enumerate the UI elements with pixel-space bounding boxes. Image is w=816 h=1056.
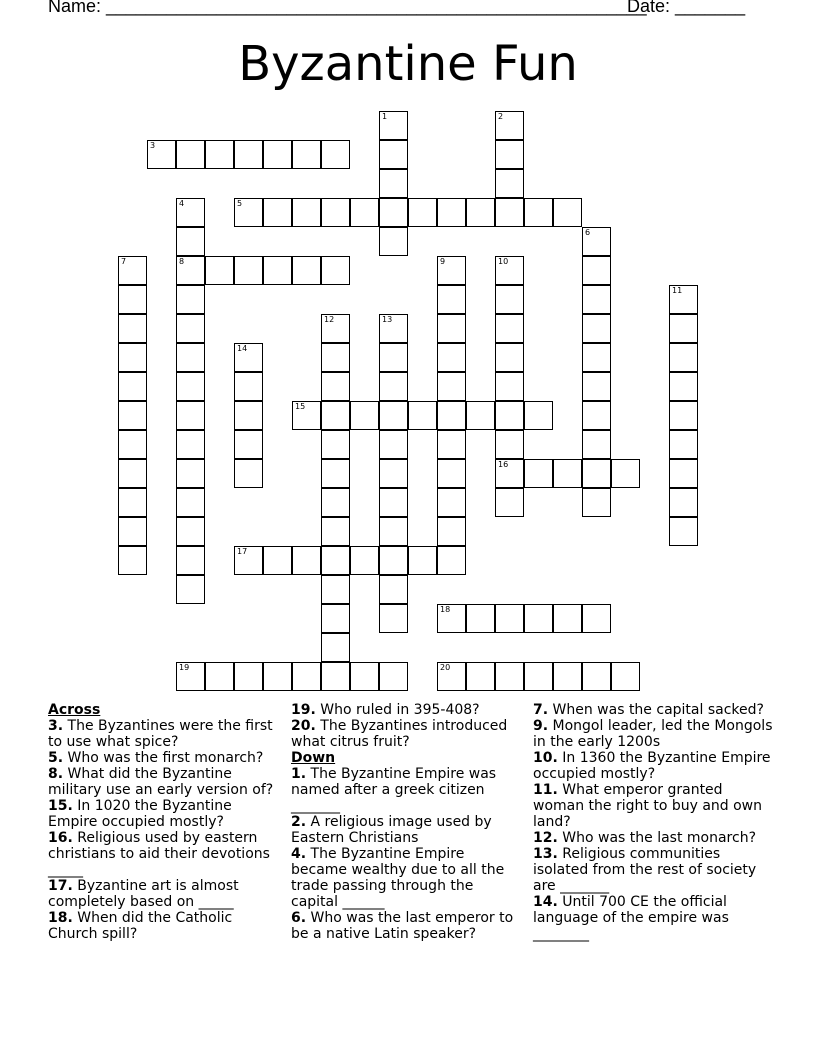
grid-cell[interactable] bbox=[350, 546, 379, 575]
grid-cell[interactable] bbox=[408, 401, 437, 430]
clue-across-15: 15. In 1020 the Byzantine Empire occupied mostly? bbox=[48, 798, 232, 830]
grid-cell[interactable] bbox=[379, 343, 408, 372]
name-field-label: Name: ______________________________________________________ bbox=[48, 0, 647, 16]
grid-cell[interactable] bbox=[176, 575, 205, 604]
clue-number: 18 bbox=[440, 605, 451, 614]
grid-cell[interactable] bbox=[118, 517, 147, 546]
grid-cell[interactable] bbox=[379, 227, 408, 256]
grid-cell[interactable] bbox=[582, 314, 611, 343]
grid-cell[interactable] bbox=[118, 546, 147, 575]
grid-cell[interactable] bbox=[437, 285, 466, 314]
clue-down-9: 9. Mongol leader, led the Mongols in the early 1200s bbox=[533, 718, 773, 750]
grid-cell[interactable] bbox=[292, 198, 321, 227]
grid-cell[interactable] bbox=[524, 401, 553, 430]
grid-cell[interactable] bbox=[292, 662, 321, 691]
grid-cell[interactable] bbox=[234, 256, 263, 285]
grid-cell[interactable] bbox=[437, 401, 466, 430]
clues-column-3 bbox=[533, 702, 773, 942]
grid-cell[interactable] bbox=[495, 662, 524, 691]
clue-number: 6 bbox=[585, 228, 591, 237]
grid-cell[interactable] bbox=[379, 140, 408, 169]
grid-cell[interactable] bbox=[524, 459, 553, 488]
grid-cell[interactable] bbox=[118, 459, 147, 488]
grid-cell[interactable] bbox=[582, 227, 611, 256]
date-field-label: Date: _______ bbox=[627, 0, 746, 16]
grid-cell[interactable] bbox=[321, 517, 350, 546]
grid-cell[interactable] bbox=[205, 662, 234, 691]
grid-cell[interactable] bbox=[234, 662, 263, 691]
grid-cell[interactable] bbox=[524, 662, 553, 691]
grid-cell[interactable] bbox=[234, 198, 263, 227]
grid-cell[interactable] bbox=[205, 140, 234, 169]
grid-cell[interactable] bbox=[582, 401, 611, 430]
grid-cell[interactable] bbox=[669, 314, 698, 343]
clue-number: 9 bbox=[440, 257, 446, 266]
grid-cell[interactable] bbox=[350, 401, 379, 430]
grid-cell[interactable] bbox=[205, 256, 234, 285]
clue-number: 19 bbox=[179, 663, 190, 672]
grid-cell[interactable] bbox=[495, 430, 524, 459]
clue-number: 11 bbox=[672, 286, 683, 295]
grid-cell[interactable] bbox=[437, 372, 466, 401]
grid-cell[interactable] bbox=[176, 430, 205, 459]
grid-cell[interactable] bbox=[176, 285, 205, 314]
grid-cell[interactable] bbox=[379, 459, 408, 488]
grid-cell[interactable] bbox=[292, 140, 321, 169]
grid-cell[interactable] bbox=[379, 401, 408, 430]
grid-cell[interactable] bbox=[379, 169, 408, 198]
grid-cell[interactable] bbox=[321, 575, 350, 604]
grid-cell[interactable] bbox=[495, 140, 524, 169]
grid-cell[interactable] bbox=[147, 140, 176, 169]
grid-cell[interactable] bbox=[495, 604, 524, 633]
clue-across-16: 16. Religious used by eastern christians to aid their devotions _____ bbox=[48, 830, 270, 878]
grid-cell[interactable] bbox=[495, 343, 524, 372]
grid-cell[interactable] bbox=[263, 140, 292, 169]
grid-cell[interactable] bbox=[379, 575, 408, 604]
grid-cell[interactable] bbox=[176, 488, 205, 517]
grid-cell[interactable] bbox=[582, 285, 611, 314]
clue-across-18: 18. When did the Catholic Church spill? bbox=[48, 910, 233, 942]
grid-cell[interactable] bbox=[437, 459, 466, 488]
grid-cell[interactable] bbox=[553, 198, 582, 227]
grid-cell[interactable] bbox=[176, 198, 205, 227]
grid-cell[interactable] bbox=[321, 140, 350, 169]
clue-number: 20 bbox=[440, 663, 451, 672]
grid-cell[interactable] bbox=[321, 459, 350, 488]
grid-cell[interactable] bbox=[176, 459, 205, 488]
clue-number: 7 bbox=[121, 257, 127, 266]
grid-cell[interactable] bbox=[408, 198, 437, 227]
grid-cell[interactable] bbox=[379, 517, 408, 546]
grid-cell[interactable] bbox=[437, 198, 466, 227]
clue-across-3: 3. The Byzantines were the first to use what spice? bbox=[48, 718, 273, 750]
clue-down-7: 7. When was the capital sacked? bbox=[533, 702, 764, 718]
page-title: Byzantine Fun bbox=[238, 36, 578, 92]
grid-cell[interactable] bbox=[495, 314, 524, 343]
grid-cell[interactable] bbox=[234, 430, 263, 459]
grid-cell[interactable] bbox=[379, 314, 408, 343]
grid-cell[interactable] bbox=[437, 662, 466, 691]
grid-cell[interactable] bbox=[118, 372, 147, 401]
grid-cell[interactable] bbox=[495, 401, 524, 430]
clue-down-12: 12. Who was the last monarch? bbox=[533, 830, 757, 846]
clue-number: 8 bbox=[179, 257, 185, 266]
clue-number: 17 bbox=[237, 547, 248, 556]
clue-across-8: 8. What did the Byzantine military use an early version of? bbox=[48, 766, 274, 798]
down-heading: Down bbox=[291, 750, 336, 766]
grid-cell[interactable] bbox=[350, 662, 379, 691]
grid-cell[interactable] bbox=[234, 372, 263, 401]
clue-number: 13 bbox=[382, 315, 393, 324]
clue-number: 10 bbox=[498, 257, 509, 266]
clue-number: 1 bbox=[382, 112, 388, 121]
clue-across-19: 19. Who ruled in 395-408? bbox=[291, 702, 480, 718]
grid-cell[interactable] bbox=[234, 140, 263, 169]
grid-cell[interactable] bbox=[176, 662, 205, 691]
grid-cell[interactable] bbox=[321, 343, 350, 372]
grid-cell[interactable] bbox=[582, 604, 611, 633]
grid-cell[interactable] bbox=[321, 633, 350, 662]
grid-cell[interactable] bbox=[379, 662, 408, 691]
grid-cell[interactable] bbox=[495, 459, 524, 488]
grid-cell[interactable] bbox=[437, 343, 466, 372]
grid-cell[interactable] bbox=[669, 401, 698, 430]
grid-cell[interactable] bbox=[669, 343, 698, 372]
grid-cell[interactable] bbox=[582, 256, 611, 285]
grid-cell[interactable] bbox=[669, 459, 698, 488]
grid-cell[interactable] bbox=[379, 430, 408, 459]
grid-cell[interactable] bbox=[437, 604, 466, 633]
grid-cell[interactable] bbox=[379, 488, 408, 517]
grid-cell[interactable] bbox=[321, 314, 350, 343]
grid-cell[interactable] bbox=[379, 604, 408, 633]
grid-cell[interactable] bbox=[437, 314, 466, 343]
grid-cell[interactable] bbox=[176, 546, 205, 575]
grid-cell[interactable] bbox=[582, 430, 611, 459]
grid-cell[interactable] bbox=[118, 343, 147, 372]
grid-cell[interactable] bbox=[118, 430, 147, 459]
grid-cell[interactable] bbox=[582, 459, 611, 488]
grid-cell[interactable] bbox=[118, 314, 147, 343]
clues-column-1 bbox=[48, 702, 283, 942]
grid-cell[interactable] bbox=[611, 459, 640, 488]
clue-number: 15 bbox=[295, 402, 306, 411]
grid-cell[interactable] bbox=[176, 140, 205, 169]
grid-cell[interactable] bbox=[292, 256, 321, 285]
grid-cell[interactable] bbox=[176, 343, 205, 372]
grid-cell[interactable] bbox=[321, 662, 350, 691]
grid-cell[interactable] bbox=[234, 459, 263, 488]
grid-cell[interactable] bbox=[466, 604, 495, 633]
grid-cell[interactable] bbox=[379, 111, 408, 140]
grid-cell[interactable] bbox=[437, 546, 466, 575]
grid-cell[interactable] bbox=[408, 546, 437, 575]
grid-cell[interactable] bbox=[176, 314, 205, 343]
grid-cell[interactable] bbox=[524, 604, 553, 633]
grid-cell[interactable] bbox=[582, 343, 611, 372]
grid-cell[interactable] bbox=[176, 227, 205, 256]
grid-cell[interactable] bbox=[466, 662, 495, 691]
grid-cell[interactable] bbox=[118, 285, 147, 314]
grid-cell[interactable] bbox=[669, 285, 698, 314]
grid-cell[interactable] bbox=[321, 430, 350, 459]
grid-cell[interactable] bbox=[495, 285, 524, 314]
grid-cell[interactable] bbox=[582, 662, 611, 691]
grid-cell[interactable] bbox=[611, 662, 640, 691]
grid-cell[interactable] bbox=[263, 662, 292, 691]
grid-cell[interactable] bbox=[176, 256, 205, 285]
grid-cell[interactable] bbox=[553, 662, 582, 691]
clue-down-11: 11. What emperor granted woman the right to buy and own land? bbox=[533, 782, 763, 830]
grid-cell[interactable] bbox=[321, 604, 350, 633]
clue-down-4: 4. The Byzantine Empire became wealthy due to all the trade passing through the capital ______ bbox=[291, 846, 505, 910]
grid-cell[interactable] bbox=[118, 401, 147, 430]
grid-cell[interactable] bbox=[379, 372, 408, 401]
grid-cell[interactable] bbox=[495, 198, 524, 227]
clue-down-2: 2. A religious image used by Eastern Christians bbox=[291, 814, 492, 846]
clue-across-5: 5. Who was the first monarch? bbox=[48, 750, 264, 766]
grid-cell[interactable] bbox=[263, 256, 292, 285]
grid-cell[interactable] bbox=[669, 430, 698, 459]
grid-cell[interactable] bbox=[495, 256, 524, 285]
clues-column-2 bbox=[291, 702, 521, 942]
grid-cell[interactable] bbox=[321, 488, 350, 517]
clue-number: 12 bbox=[324, 315, 335, 324]
clue-down-10: 10. In 1360 the Byzantine Empire occupied mostly? bbox=[533, 750, 771, 782]
grid-cell[interactable] bbox=[437, 256, 466, 285]
grid-cell[interactable] bbox=[176, 517, 205, 546]
clue-number: 16 bbox=[498, 460, 509, 469]
grid-cell[interactable] bbox=[379, 198, 408, 227]
grid-cell[interactable] bbox=[669, 372, 698, 401]
grid-cell[interactable] bbox=[466, 401, 495, 430]
grid-cell[interactable] bbox=[437, 430, 466, 459]
clue-number: 2 bbox=[498, 112, 504, 121]
grid-cell[interactable] bbox=[263, 198, 292, 227]
grid-cell[interactable] bbox=[176, 401, 205, 430]
clue-across-20: 20. The Byzantines introduced what citrus fruit? bbox=[291, 718, 508, 750]
grid-cell[interactable] bbox=[495, 169, 524, 198]
clue-down-14: 14. Until 700 CE the official language of the empire was ________ bbox=[533, 894, 729, 942]
clue-across-17: 17. Byzantine art is almost completely based on _____ bbox=[48, 878, 239, 910]
grid-cell[interactable] bbox=[292, 546, 321, 575]
clue-number: 3 bbox=[150, 141, 156, 150]
grid-cell[interactable] bbox=[495, 111, 524, 140]
grid-cell[interactable] bbox=[321, 372, 350, 401]
grid-cell[interactable] bbox=[553, 459, 582, 488]
grid-cell[interactable] bbox=[553, 604, 582, 633]
grid-cell[interactable] bbox=[234, 343, 263, 372]
grid-cell[interactable] bbox=[176, 372, 205, 401]
grid-cell[interactable] bbox=[466, 198, 495, 227]
grid-cell[interactable] bbox=[669, 517, 698, 546]
grid-cell[interactable] bbox=[669, 488, 698, 517]
grid-cell[interactable] bbox=[582, 372, 611, 401]
grid-cell[interactable] bbox=[437, 517, 466, 546]
grid-cell[interactable] bbox=[118, 488, 147, 517]
across-heading: Across bbox=[48, 702, 101, 718]
clue-number: 14 bbox=[237, 344, 248, 353]
grid-cell[interactable] bbox=[321, 546, 350, 575]
grid-cell[interactable] bbox=[321, 198, 350, 227]
grid-cell[interactable] bbox=[379, 546, 408, 575]
clue-number: 5 bbox=[237, 199, 243, 208]
grid-cell[interactable] bbox=[234, 546, 263, 575]
grid-cell[interactable] bbox=[234, 401, 263, 430]
clue-number: 4 bbox=[179, 199, 185, 208]
grid-cell[interactable] bbox=[495, 372, 524, 401]
clue-down-13: 13. Religious communities isolated from the rest of society are _______ bbox=[533, 846, 757, 894]
grid-cell[interactable] bbox=[263, 546, 292, 575]
grid-cell[interactable] bbox=[495, 488, 524, 517]
grid-cell[interactable] bbox=[350, 198, 379, 227]
grid-cell[interactable] bbox=[582, 488, 611, 517]
grid-cell[interactable] bbox=[524, 198, 553, 227]
grid-cell[interactable] bbox=[321, 401, 350, 430]
clue-down-6: 6. Who was the last emperor to be a native Latin speaker? bbox=[291, 910, 514, 942]
grid-cell[interactable] bbox=[437, 488, 466, 517]
grid-cell[interactable] bbox=[292, 401, 321, 430]
grid-cell[interactable] bbox=[118, 256, 147, 285]
clue-down-1: 1. The Byzantine Empire was named after a greek citizen _______ bbox=[291, 766, 497, 814]
grid-cell[interactable] bbox=[321, 256, 350, 285]
